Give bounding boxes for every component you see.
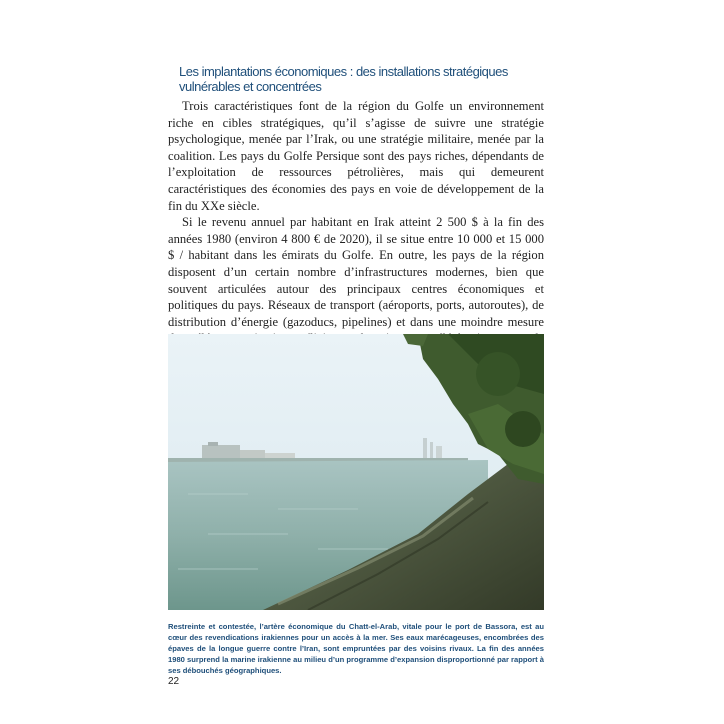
page-number: 22	[168, 676, 180, 687]
river-photo	[168, 334, 544, 610]
paragraph: Si le revenu annuel par habitant en Irak atteint 2 500 $ à la fin des années 1980 (environ 4 800 € de 2020), il se situe entre 10 000 et 15 000 $ / habitant dans les émirats du Golfe. En outre, les pays de la région disposent d’un certain nombre d’infrastructures modernes, bien que souvent articulées autour des principaux centres économiques et politiques du pays. Réseaux de transport (aéroports, ports, autoroutes), de distribution d’énergie (gazoducs, pipelines) et dans une moindre mesure	[168, 215, 544, 329]
section-heading: Les implantations économiques : des installations stratégiques vulnérables et concentrées	[179, 64, 508, 94]
photo-caption: Restreinte et contestée, l’artère économique du Chatt-el-Arab, vitale pour le port de Bassora, est au cœur des revendications irakiennes pour un accès à la mer. Ses eaux marécageuses, encombrées des épaves de la longue guerre contre l’Iran, sont empruntées par des voisins rivaux. La fin des années 1980 surprend la marine irakienne au milieu d’un programme d’expansion disproportionné par rapport à ses débouchés géographiques.	[168, 622, 544, 675]
paragraph: Trois caractéristiques font de la région du Golfe un environnement riche en cibles stratégiques, qu’il s’agisse de suivre une stratégie psychologique, menée par l’Irak, ou une stratégie militaire, menée par la coalition. Les pays du Golfe Persique sont des pays riches, dépendants de l’exploitation de ressources pétrolières, mais qui demeurent caractéristiques des économies des pays en voie de développement de la fin du XXe siècle.	[168, 99, 544, 213]
